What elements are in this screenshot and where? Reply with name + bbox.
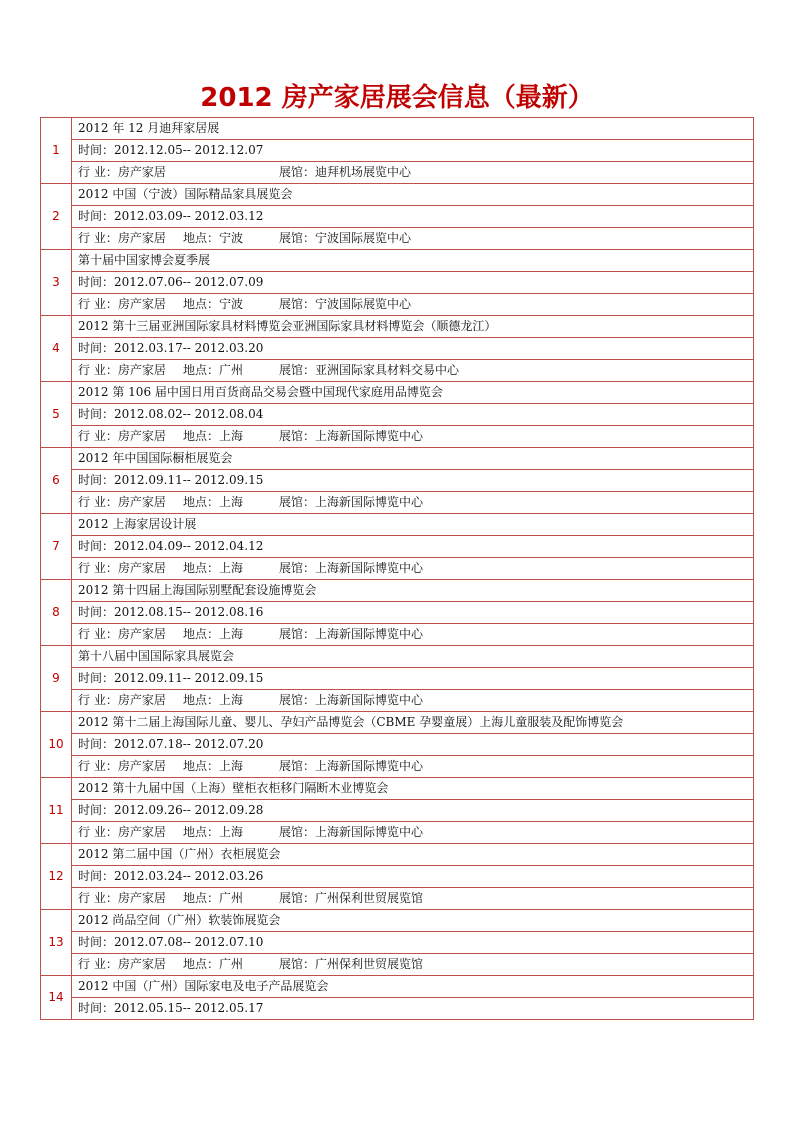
time-label: 时间： bbox=[78, 209, 115, 223]
event-info-cell bbox=[72, 756, 754, 778]
industry-label: 行 业： bbox=[78, 825, 118, 839]
industry-group bbox=[78, 690, 183, 711]
time-label: 时间： bbox=[78, 275, 115, 289]
table-row bbox=[41, 734, 754, 756]
event-industry: 房产家居 bbox=[117, 297, 166, 311]
industry-group bbox=[78, 426, 183, 447]
event-time: 2012.07.06-- 2012.07.09 bbox=[114, 275, 264, 289]
venue-label: 展馆： bbox=[279, 561, 316, 575]
event-industry: 房产家居 bbox=[117, 825, 166, 839]
table-row bbox=[41, 976, 754, 998]
event-time: 2012.03.09-- 2012.03.12 bbox=[114, 209, 264, 223]
event-name: 2012 第十四届上海国际别墅配套设施博览会 bbox=[72, 580, 754, 602]
event-time-cell bbox=[72, 470, 754, 492]
venue-label: 展馆： bbox=[279, 231, 316, 245]
event-number: 6 bbox=[41, 448, 72, 514]
event-info-cell bbox=[72, 228, 754, 250]
industry-label: 行 业： bbox=[78, 957, 118, 971]
event-time-cell bbox=[72, 536, 754, 558]
event-name: 2012 尚品空间（广州）软装饰展览会 bbox=[72, 910, 754, 932]
event-time-cell bbox=[72, 932, 754, 954]
event-time: 2012.04.09-- 2012.04.12 bbox=[114, 539, 264, 553]
event-time-cell bbox=[72, 668, 754, 690]
industry-label: 行 业： bbox=[78, 891, 118, 905]
event-time-cell bbox=[72, 272, 754, 294]
venue-label: 展馆： bbox=[279, 759, 316, 773]
event-location: 广州 bbox=[219, 363, 244, 377]
event-venue: 宁波国际展览中心 bbox=[315, 297, 412, 311]
event-location: 宁波 bbox=[219, 231, 244, 245]
event-number: 3 bbox=[41, 250, 72, 316]
table-row bbox=[41, 690, 754, 712]
event-number: 8 bbox=[41, 580, 72, 646]
table-row bbox=[41, 492, 754, 514]
table-row bbox=[41, 932, 754, 954]
table-row bbox=[41, 250, 754, 272]
event-venue: 上海新国际博览中心 bbox=[315, 495, 424, 509]
event-name: 2012 中国（宁波）国际精品家具展览会 bbox=[72, 184, 754, 206]
table-row bbox=[41, 668, 754, 690]
location-group bbox=[183, 426, 279, 447]
industry-group bbox=[78, 492, 183, 513]
event-number: 12 bbox=[41, 844, 72, 910]
table-row bbox=[41, 998, 754, 1020]
industry-group bbox=[78, 954, 183, 975]
location-label: 地点： bbox=[183, 429, 220, 443]
event-number: 4 bbox=[41, 316, 72, 382]
location-label: 地点： bbox=[183, 627, 220, 641]
table-row bbox=[41, 778, 754, 800]
venue-label: 展馆： bbox=[279, 363, 316, 377]
event-venue: 上海新国际博览中心 bbox=[315, 693, 424, 707]
table-row bbox=[41, 426, 754, 448]
event-number: 10 bbox=[41, 712, 72, 778]
event-number: 5 bbox=[41, 382, 72, 448]
event-time-cell bbox=[72, 404, 754, 426]
event-number: 11 bbox=[41, 778, 72, 844]
table-row bbox=[41, 228, 754, 250]
location-group bbox=[183, 360, 279, 381]
event-time-cell bbox=[72, 140, 754, 162]
event-time-cell bbox=[72, 602, 754, 624]
table-row bbox=[41, 470, 754, 492]
venue-label: 展馆： bbox=[279, 693, 316, 707]
table-row bbox=[41, 866, 754, 888]
industry-group bbox=[78, 558, 183, 579]
event-industry: 房产家居 bbox=[117, 693, 166, 707]
location-label: 地点： bbox=[183, 825, 220, 839]
event-location: 上海 bbox=[219, 759, 244, 773]
location-group bbox=[183, 294, 279, 315]
industry-label: 行 业： bbox=[78, 231, 118, 245]
time-label: 时间： bbox=[78, 605, 115, 619]
event-time-cell bbox=[72, 206, 754, 228]
table-row bbox=[41, 184, 754, 206]
exhibition-table bbox=[40, 117, 754, 1020]
location-label: 地点： bbox=[183, 957, 220, 971]
table-row bbox=[41, 822, 754, 844]
event-industry: 房产家居 bbox=[117, 891, 166, 905]
event-info-cell bbox=[72, 162, 754, 184]
location-group bbox=[183, 822, 279, 843]
table-row bbox=[41, 888, 754, 910]
event-number: 9 bbox=[41, 646, 72, 712]
event-industry: 房产家居 bbox=[117, 165, 166, 179]
event-info-cell bbox=[72, 822, 754, 844]
event-info-cell bbox=[72, 426, 754, 448]
venue-label: 展馆： bbox=[279, 165, 316, 179]
table-row bbox=[41, 712, 754, 734]
industry-group bbox=[78, 228, 183, 249]
table-row bbox=[41, 910, 754, 932]
location-group bbox=[183, 954, 279, 975]
event-industry: 房产家居 bbox=[117, 759, 166, 773]
venue-label: 展馆： bbox=[279, 495, 316, 509]
event-location: 上海 bbox=[219, 429, 244, 443]
event-industry: 房产家居 bbox=[117, 495, 166, 509]
industry-group bbox=[78, 888, 183, 909]
industry-label: 行 业： bbox=[78, 495, 118, 509]
table-row bbox=[41, 140, 754, 162]
event-venue: 亚洲国际家具材料交易中心 bbox=[315, 363, 460, 377]
event-name: 第十届中国家博会夏季展 bbox=[72, 250, 754, 272]
event-location: 广州 bbox=[219, 957, 244, 971]
location-label: 地点： bbox=[183, 495, 220, 509]
table-row bbox=[41, 954, 754, 976]
table-row bbox=[41, 514, 754, 536]
time-label: 时间： bbox=[78, 473, 115, 487]
event-location: 宁波 bbox=[219, 297, 244, 311]
event-industry: 房产家居 bbox=[117, 561, 166, 575]
event-number: 7 bbox=[41, 514, 72, 580]
location-label: 地点： bbox=[183, 561, 220, 575]
event-info-cell bbox=[72, 690, 754, 712]
location-group bbox=[183, 228, 279, 249]
table-row bbox=[41, 316, 754, 338]
venue-label: 展馆： bbox=[279, 429, 316, 443]
event-venue: 宁波国际展览中心 bbox=[315, 231, 412, 245]
venue-label: 展馆： bbox=[279, 297, 316, 311]
event-industry: 房产家居 bbox=[117, 363, 166, 377]
event-location: 上海 bbox=[219, 561, 244, 575]
time-label: 时间： bbox=[78, 737, 115, 751]
location-label: 地点： bbox=[183, 693, 220, 707]
table-row bbox=[41, 624, 754, 646]
table-row bbox=[41, 448, 754, 470]
table-row bbox=[41, 800, 754, 822]
event-venue: 迪拜机场展览中心 bbox=[315, 165, 412, 179]
table-row bbox=[41, 404, 754, 426]
industry-group bbox=[78, 294, 183, 315]
location-label: 地点： bbox=[183, 231, 220, 245]
event-industry: 房产家居 bbox=[117, 429, 166, 443]
time-label: 时间： bbox=[78, 407, 115, 421]
event-name: 2012 年中国国际橱柜展览会 bbox=[72, 448, 754, 470]
location-label: 地点： bbox=[183, 363, 220, 377]
event-time-cell bbox=[72, 866, 754, 888]
time-label: 时间： bbox=[78, 1001, 115, 1015]
table-row bbox=[41, 536, 754, 558]
event-info-cell bbox=[72, 558, 754, 580]
table-row bbox=[41, 646, 754, 668]
event-venue: 上海新国际博览中心 bbox=[315, 627, 424, 641]
exhibition-table-wrapper bbox=[40, 117, 754, 1020]
location-label: 地点： bbox=[183, 759, 220, 773]
event-name: 2012 第十九届中国（上海）壁柜衣柜移门隔断木业博览会 bbox=[72, 778, 754, 800]
event-location: 上海 bbox=[219, 627, 244, 641]
event-time: 2012.08.15-- 2012.08.16 bbox=[114, 605, 264, 619]
event-number: 2 bbox=[41, 184, 72, 250]
table-row bbox=[41, 338, 754, 360]
event-location: 上海 bbox=[219, 825, 244, 839]
industry-group bbox=[78, 822, 183, 843]
location-group bbox=[183, 558, 279, 579]
event-time: 2012.09.26-- 2012.09.28 bbox=[114, 803, 264, 817]
time-label: 时间： bbox=[78, 143, 115, 157]
event-time-cell bbox=[72, 800, 754, 822]
time-label: 时间： bbox=[78, 935, 115, 949]
event-name: 2012 上海家居设计展 bbox=[72, 514, 754, 536]
location-group bbox=[183, 888, 279, 909]
industry-label: 行 业： bbox=[78, 297, 118, 311]
event-info-cell bbox=[72, 888, 754, 910]
event-venue: 上海新国际博览中心 bbox=[315, 429, 424, 443]
event-time: 2012.03.24-- 2012.03.26 bbox=[114, 869, 264, 883]
industry-label: 行 业： bbox=[78, 759, 118, 773]
table-row bbox=[41, 602, 754, 624]
table-row bbox=[41, 272, 754, 294]
industry-group bbox=[78, 162, 183, 183]
table-row bbox=[41, 756, 754, 778]
table-row bbox=[41, 162, 754, 184]
event-industry: 房产家居 bbox=[117, 231, 166, 245]
event-time: 2012.03.17-- 2012.03.20 bbox=[114, 341, 264, 355]
industry-label: 行 业： bbox=[78, 561, 118, 575]
table-row bbox=[41, 206, 754, 228]
time-label: 时间： bbox=[78, 671, 115, 685]
event-time: 2012.09.11-- 2012.09.15 bbox=[114, 473, 264, 487]
event-time: 2012.05.15-- 2012.05.17 bbox=[114, 1001, 264, 1015]
event-time-cell bbox=[72, 734, 754, 756]
table-row bbox=[41, 360, 754, 382]
event-venue: 上海新国际博览中心 bbox=[315, 759, 424, 773]
industry-group bbox=[78, 756, 183, 777]
event-location: 广州 bbox=[219, 891, 244, 905]
event-venue: 上海新国际博览中心 bbox=[315, 561, 424, 575]
event-info-cell bbox=[72, 954, 754, 976]
industry-label: 行 业： bbox=[78, 693, 118, 707]
exhibition-table-body bbox=[41, 118, 754, 1020]
location-label: 地点： bbox=[183, 891, 220, 905]
event-time: 2012.08.02-- 2012.08.04 bbox=[114, 407, 264, 421]
location-label: 地点： bbox=[183, 297, 220, 311]
venue-label: 展馆： bbox=[279, 627, 316, 641]
event-location: 上海 bbox=[219, 693, 244, 707]
event-venue: 广州保利世贸展览馆 bbox=[315, 957, 424, 971]
industry-group bbox=[78, 624, 183, 645]
event-time-cell bbox=[72, 338, 754, 360]
event-name: 2012 第十三届亚洲国际家具材料博览会亚洲国际家具材料博览会（顺德龙江） bbox=[72, 316, 754, 338]
event-name: 2012 第 106 届中国日用百货商品交易会暨中国现代家庭用品博览会 bbox=[72, 382, 754, 404]
page-title: 2012 房产家居展会信息（最新） bbox=[200, 83, 594, 113]
event-location: 上海 bbox=[219, 495, 244, 509]
event-time-cell bbox=[72, 998, 754, 1020]
venue-label: 展馆： bbox=[279, 891, 316, 905]
table-row bbox=[41, 118, 754, 140]
event-name: 2012 年 12 月迪拜家居展 bbox=[72, 118, 754, 140]
event-time: 2012.09.11-- 2012.09.15 bbox=[114, 671, 264, 685]
location-group bbox=[183, 624, 279, 645]
event-name: 2012 第二届中国（广州）衣柜展览会 bbox=[72, 844, 754, 866]
event-name: 2012 第十二届上海国际儿童、婴儿、孕妇产品博览会（CBME 孕婴童展）上海儿童服装及配饰博览会 bbox=[72, 712, 754, 734]
industry-label: 行 业： bbox=[78, 429, 118, 443]
location-group bbox=[183, 690, 279, 711]
industry-label: 行 业： bbox=[78, 627, 118, 641]
table-row bbox=[41, 294, 754, 316]
location-group bbox=[183, 492, 279, 513]
location-group bbox=[183, 756, 279, 777]
event-venue: 上海新国际博览中心 bbox=[315, 825, 424, 839]
event-venue: 广州保利世贸展览馆 bbox=[315, 891, 424, 905]
industry-label: 行 业： bbox=[78, 363, 118, 377]
event-info-cell bbox=[72, 360, 754, 382]
time-label: 时间： bbox=[78, 341, 115, 355]
table-row bbox=[41, 382, 754, 404]
time-label: 时间： bbox=[78, 803, 115, 817]
event-info-cell bbox=[72, 492, 754, 514]
event-number: 1 bbox=[41, 118, 72, 184]
event-name: 第十八届中国国际家具展览会 bbox=[72, 646, 754, 668]
industry-label: 行 业： bbox=[78, 165, 118, 179]
event-industry: 房产家居 bbox=[117, 957, 166, 971]
event-number: 13 bbox=[41, 910, 72, 976]
table-row bbox=[41, 844, 754, 866]
event-time: 2012.07.08-- 2012.07.10 bbox=[114, 935, 264, 949]
venue-label: 展馆： bbox=[279, 825, 316, 839]
table-row bbox=[41, 580, 754, 602]
time-label: 时间： bbox=[78, 869, 115, 883]
event-time: 2012.07.18-- 2012.07.20 bbox=[114, 737, 264, 751]
event-info-cell bbox=[72, 294, 754, 316]
table-row bbox=[41, 558, 754, 580]
event-industry: 房产家居 bbox=[117, 627, 166, 641]
event-time: 2012.12.05-- 2012.12.07 bbox=[114, 143, 264, 157]
event-number: 14 bbox=[41, 976, 72, 1020]
industry-group bbox=[78, 360, 183, 381]
event-name: 2012 中国（广州）国际家电及电子产品展览会 bbox=[72, 976, 754, 998]
time-label: 时间： bbox=[78, 539, 115, 553]
venue-label: 展馆： bbox=[279, 957, 316, 971]
event-info-cell bbox=[72, 624, 754, 646]
